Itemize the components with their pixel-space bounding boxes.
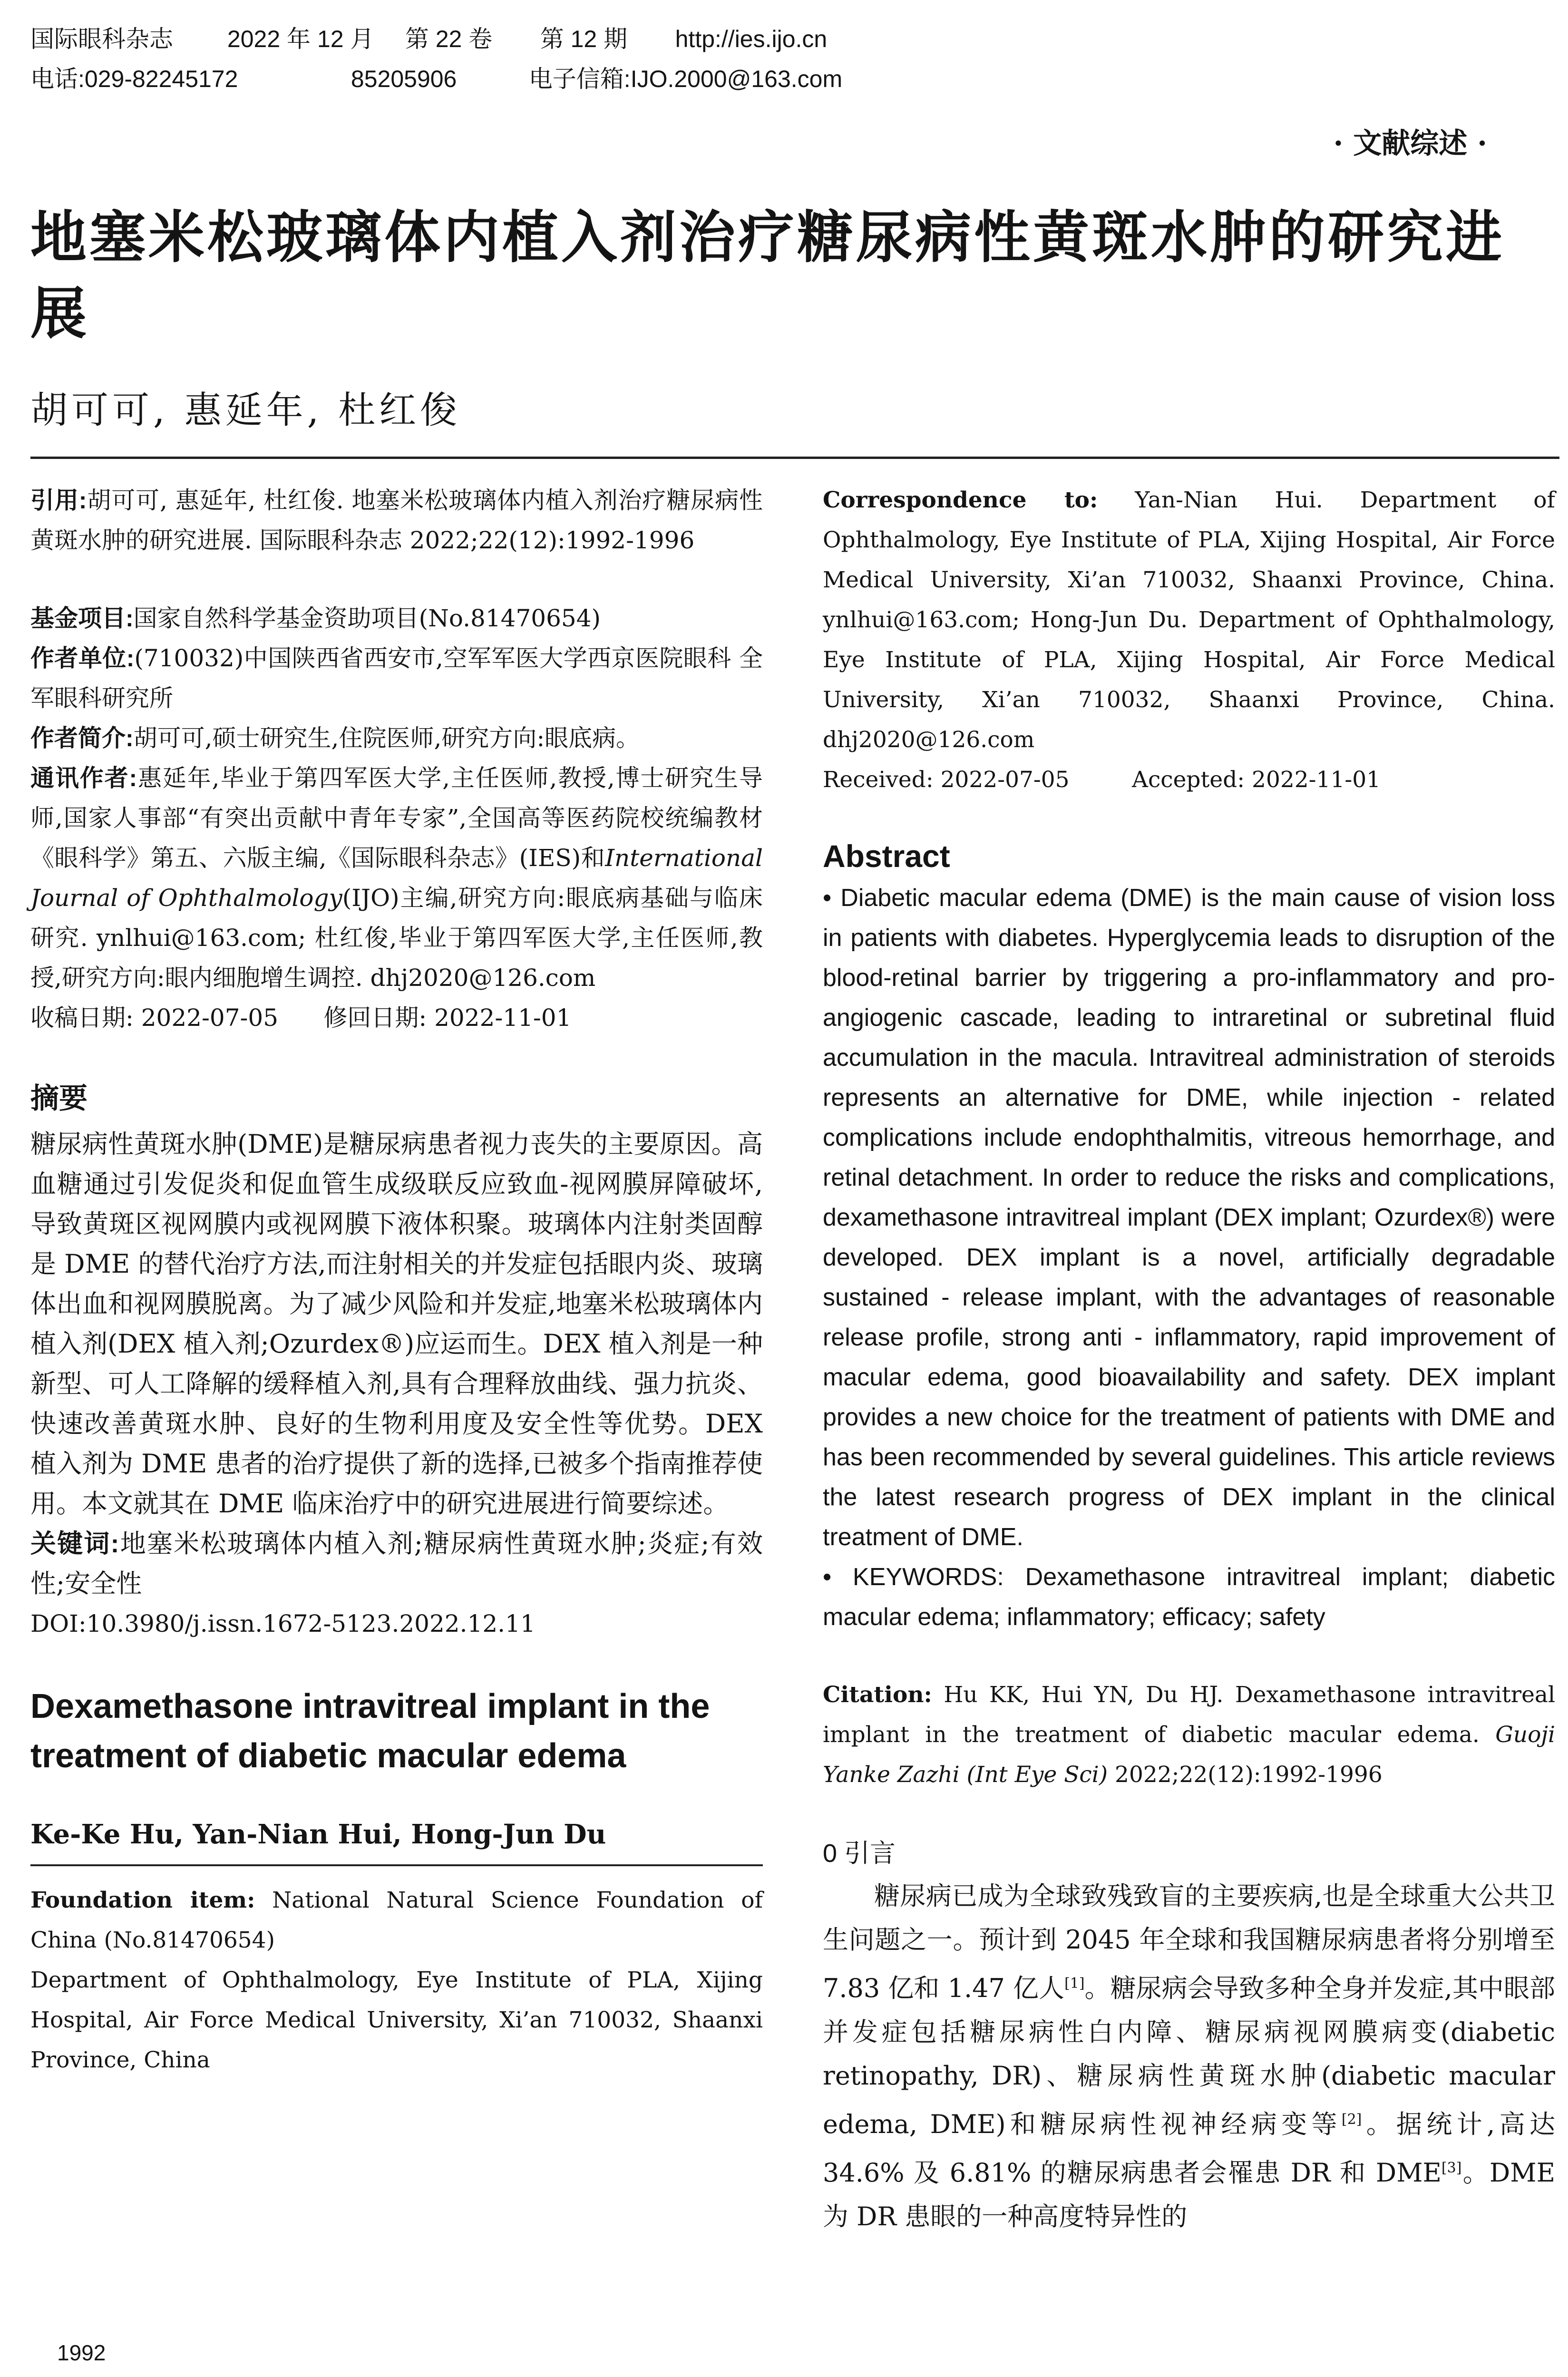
citation-en-text: Hu KK, Hui YN, Du HJ. Dexamethasone intravitreal implant in the treatment of diabetic macular edema.: [823, 1682, 1555, 1748]
journal-url[interactable]: http://ies.ijo.cn: [675, 26, 828, 52]
intro-text-d: 。DME 为 DR 患眼的一种高度特异性的: [823, 2158, 1555, 2231]
foundation-en-label: Foundation item:: [30, 1887, 255, 1913]
authors-en: Ke-Ke Hu, Yan-Nian Hui, Hong-Jun Du: [30, 1819, 606, 1850]
citation-cn-text: 胡可可, 惠延年, 杜红俊. 地塞米松玻璃体内植入剂治疗糖尿病性黄斑水肿的研究进展. 国际眼科杂志 2022;22(12):1992-1996: [30, 487, 763, 554]
citation-en-label: Citation:: [823, 1682, 932, 1708]
fund-cn-text: 国家自然科学基金资助项目(No.81470654): [133, 604, 601, 632]
ref-1[interactable]: [1]: [1064, 1975, 1085, 1992]
header-line-1: [30, 19, 1538, 59]
correspondence-en-label: Correspondence to:: [823, 487, 1098, 513]
article-title-cn: 地塞米松玻璃体内植入剂治疗糖尿病性黄斑水肿的研究进展: [30, 206, 1505, 345]
bio-cn: [30, 718, 763, 758]
citation-cn-label: 引用:: [30, 487, 87, 514]
phone: 电话:029-82245172: [30, 66, 238, 92]
journal-header: [30, 19, 1538, 99]
dates-en: [823, 760, 1555, 800]
corr-cn-label: 通讯作者:: [30, 765, 137, 791]
spacer: [30, 1644, 763, 1682]
volume: 第 22 卷: [405, 26, 493, 52]
spacer: [823, 1795, 1555, 1833]
abstract-cn: 糖尿病性黄斑水肿(DME)是糖尿病患者视力丧失的主要原因。高血糖通过引发促炎和促血管生成级联反应致血-视网膜屏障破坏,导致黄斑区视网膜内或视网膜下液体积聚。玻璃体内注射类固醇是 DME 的替代治疗方法,而注射相关的并发症包括眼内炎、玻璃体出血和视网膜脱离。为了减少风险和并发症,地塞米松玻璃体内植入剂(DEX 植入剂;Ozurdex®)应运而生。DEX 植入剂是一种新型、可人工降解的缓释植入剂,具有合理释放曲线、强力抗炎、快速改善黄斑水肿、良好的生物利用度及安全性等优势。DEX 植入剂为 DME 患者的治疗提供了新的选择,已被多个指南推荐使用。本文就其在 DME 临床治疗中的研究进展进行简要综述。: [30, 1129, 763, 1519]
corr-cn: [30, 758, 763, 998]
authors-divider: [30, 1864, 763, 1866]
abstract-en-heading: Abstract: [823, 838, 950, 874]
intro-text-b: 。糖尿病会导致多种全身并发症,其中眼部并发症包括糖尿病性白内障、糖尿病视网膜病变(diabetic retinopathy, DR)、糖尿病性黄斑水肿(diabetic macular edema, DME)和糖尿病性视神经病变等: [823, 1973, 1555, 2139]
foundation-en-text: National Natural Science Foundation of China (No.81470654): [30, 1887, 763, 1953]
bio-cn-label: 作者简介:: [30, 725, 134, 751]
intro-text-a: 糖尿病已成为全球致残致盲的主要疾病,也是全球重大公共卫生问题之一。预计到 2045 年全球和我国糖尿病患者将分别增至 7.83 亿和 1.47 亿人: [823, 1881, 1555, 2003]
right-column: [823, 480, 1555, 2239]
issue-date: 2022 年 12 月: [227, 26, 374, 52]
citation-en: [823, 1675, 1555, 1795]
unit-cn-text: (710032)中国陕西省西安市,空军军医大学西京医院眼科 全军眼科研究所: [30, 644, 763, 712]
department-en: Department of Ophthalmology, Eye Institute of PLA, Xijing Hospital, Air Force Medical University, Xi’an 710032, Shaanxi Province, China: [30, 1967, 763, 2073]
keywords-cn: [30, 1524, 763, 1604]
article-title-en: Dexamethasone intravitreal implant in the treatment of diabetic macular edema: [30, 1687, 710, 1775]
ref-2[interactable]: [2]: [1341, 2111, 1362, 2128]
citation-en-journal: Guoji Yanke Zazhi (Int Eye Sci): [823, 1722, 1555, 1788]
intro-paragraph: [823, 1874, 1555, 2239]
corr-cn-text-2: (IJO)主编,研究方向:眼底病基础与临床研究. ynlhui@163.com; 杜红俊,毕业于第四军医大学,主任医师,教授,研究方向:眼内细胞增生调控. dhj2020@126.com: [30, 884, 763, 992]
bio-cn-text: 胡可可,硕士研究生,住院医师,研究方向:眼底病。: [133, 724, 640, 752]
spacer: [30, 1781, 763, 1819]
spacer: [823, 1637, 1555, 1675]
intro-heading: 0 引言: [823, 1839, 896, 1868]
accepted-date: Accepted: 2022-11-01: [1132, 767, 1381, 793]
left-column: [30, 480, 763, 2080]
unit-cn: [30, 638, 763, 718]
fund-cn: [30, 598, 763, 638]
spacer: [30, 1038, 763, 1076]
journal-name: 国际眼科杂志: [30, 26, 173, 52]
abstract-cn-heading: 摘要: [30, 1082, 88, 1114]
citation-en-tail: 2022;22(12):1992-1996: [1115, 1762, 1383, 1788]
corr-cn-journal: International Journal of Ophthalmology: [30, 844, 763, 912]
keywords-en: • KEYWORDS: Dexamethasone intravitreal implant; diabetic macular edema; inflammatory; efficacy; safety: [823, 1563, 1555, 1631]
foundation-en: [30, 1880, 763, 1960]
page-number: 1992: [57, 2340, 106, 2365]
ref-3[interactable]: [3]: [1441, 2160, 1462, 2176]
title-divider: [30, 457, 1559, 459]
received-date: Received: 2022-07-05: [823, 767, 1070, 793]
correspondence-en-text: Yan-Nian Hui. Department of Ophthalmology, Eye Institute of PLA, Xijing Hospital, Air Force Medical University, Xi’an 710032, Shaanxi Province, China. ynlhui@163.com; Hong-Jun Du. Department of Ophthalmology, Eye Institute of PLA, Xijing Hospital, Air Force Medical University, Xi’an 710032, Shaanxi Province, China. dhj2020@126.com: [823, 487, 1555, 753]
fund-cn-label: 基金项目:: [30, 605, 134, 632]
keywords-cn-text: 地塞米松玻璃体内植入剂;糖尿病性黄斑水肿;炎症;有效性;安全性: [30, 1529, 763, 1598]
authors-cn: 胡可可, 惠延年, 杜红俊: [30, 389, 461, 432]
journal-email[interactable]: 电子信箱:IJO.2000@163.com: [528, 66, 843, 92]
spacer: [30, 560, 763, 598]
correspondence-en: [823, 480, 1555, 760]
section-tag: · 文献综述 ·: [1333, 127, 1487, 160]
intro-text-c: 。据统计,高达 34.6% 及 6.81% 的糖尿病患者会罹患 DR 和 DME: [823, 2109, 1555, 2188]
phone-2: 85205906: [351, 66, 457, 92]
issue: 第 12 期: [540, 26, 628, 52]
citation-cn: [30, 480, 763, 560]
unit-cn-label: 作者单位:: [30, 645, 135, 672]
keywords-cn-label: 关键词:: [30, 1529, 119, 1558]
spacer: [823, 800, 1555, 838]
doi[interactable]: DOI:10.3980/j.issn.1672-5123.2022.12.11: [30, 1610, 536, 1637]
header-line-2: [30, 59, 1538, 99]
abstract-en: • Diabetic macular edema (DME) is the main cause of vision loss in patients with diabetes. Hyperglycemia leads to disruption of the blood-retinal barrier by triggering a pro-inflammatory and pro-angiogenic cascade, leading to intraretinal or subretinal fluid accumulation in the macula. Intravitreal administration of steroids represents an alternative for DME, while injection - related complications include endophthalmitis, vitreous hemorrhage, and retinal detachment. In order to reduce the risks and complications, dexamethasone intravitreal implant (DEX implant; Ozurdex®) were developed. DEX implant is a novel, artificially degradable sustained - release implant, with the advantages of reasonable release profile, strong anti - inflammatory, rapid improvement of macular edema, good bioavailability and safety. DEX implant provides a new choice for the treatment of patients with DME and has been recommended by several guidelines. This article reviews the latest research progress of DEX implant in the clinical treatment of DME.: [823, 884, 1555, 1551]
corr-cn-text-1: 惠延年,毕业于第四军医大学,主任医师,教授,博士研究生导师,国家人事部“有突出贡献中青年专家”,全国高等医药院校统编教材《眼科学》第五、六版主编,《国际眼科杂志》(IES)和: [30, 764, 763, 872]
dates-cn: 收稿日期: 2022-07-05 修回日期: 2022-11-01: [30, 1004, 572, 1032]
